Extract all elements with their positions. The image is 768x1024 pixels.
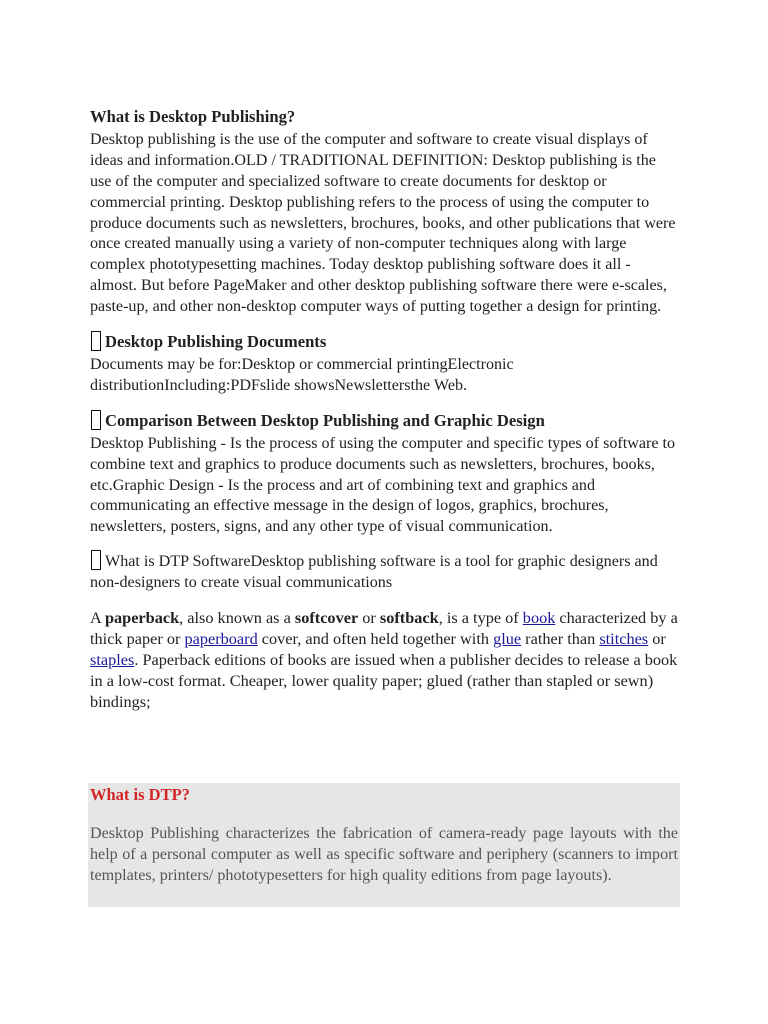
callout-body: Desktop Publishing characterizes the fabrication of camera-ready page layouts with the help of a personal computer as well as specific software and periphery (scanners to import templates, printers/ phototypesetters for high quality editions from page layouts).: [90, 825, 678, 884]
section-title: What is Desktop Publishing?: [90, 107, 296, 126]
text: A: [90, 608, 105, 628]
bullet-box-icon: [91, 410, 101, 430]
text: , also known as a: [179, 608, 295, 628]
section-body: Documents may be for:Desktop or commercial printingElectronic distributionIncluding:PDFslide showsNewslettersthe Web.: [90, 355, 514, 394]
text: rather than: [521, 629, 600, 649]
document-page: [90, 107, 680, 712]
section-what-is-dtp: [90, 107, 680, 318]
bullet-box-icon: [91, 550, 101, 570]
link-glue[interactable]: glue: [493, 629, 522, 649]
link-stitches[interactable]: stitches: [599, 629, 649, 649]
section-dtp-documents: [90, 331, 680, 397]
text: or: [358, 608, 380, 628]
section-body: Desktop publishing is the use of the computer and software to create visual displays of ideas and information.OLD / TRADITIONAL DEFINITION: Desktop publishing is the use of the computer and specialized software to create documents for desktop or commercial printing. Desktop publishing refers to the process of using the computer to produce documents such as newsletters, brochures, books, and other publications that were once created manually using a variety of non-computer techniques along with large complex phototypesetting machines. Today desktop publishing software does it all - almost. But before PageMaker and other desktop publishing software there were e-scales, paste-up, and other non-desktop computer ways of putting together a design for printing.: [90, 130, 676, 316]
text: characterized by a thick paper or: [90, 608, 678, 649]
section-dtp-software: [90, 550, 680, 594]
text: , is a type of: [438, 608, 523, 628]
section-body: Desktop Publishing - Is the process of using the computer and specific types of software to combine text and graphics to produce documents such as newsletters, brochures, books, etc.Graphic Design - Is the process and art of combining text and graphics and communicating an effective message in the design of logos, graphics, brochures, newsletters, posters, signs, and any other type of visual communication.: [90, 434, 676, 536]
text: . Paperback editions of books are issued when a publisher decides to release a book in a low-cost format. Cheaper, lower quality paper; glued (rather than stapled or sewn) bindings;: [90, 650, 678, 712]
section-comparison: [90, 410, 680, 538]
term-paperback: paperback: [104, 608, 180, 628]
section-paperback: [90, 607, 680, 712]
text: cover, and often held together with: [257, 629, 494, 649]
text: or: [648, 629, 666, 649]
link-staples[interactable]: staples: [90, 650, 135, 670]
link-paperboard[interactable]: paperboard: [184, 629, 258, 649]
term-softcover: softcover: [294, 608, 359, 628]
bullet-box-icon: [91, 331, 101, 351]
section-title: Comparison Between Desktop Publishing and Graphic Design: [105, 410, 545, 430]
section-body: What is DTP SoftwareDesktop publishing software is a tool for graphic designers and non-designers to create visual communications: [90, 553, 658, 592]
section-title: Desktop Publishing Documents: [105, 332, 327, 352]
callout-title: What is DTP?: [90, 785, 190, 804]
dtp-callout-box: [88, 783, 680, 907]
link-book[interactable]: book: [522, 608, 556, 628]
term-softback: softback: [379, 608, 439, 628]
